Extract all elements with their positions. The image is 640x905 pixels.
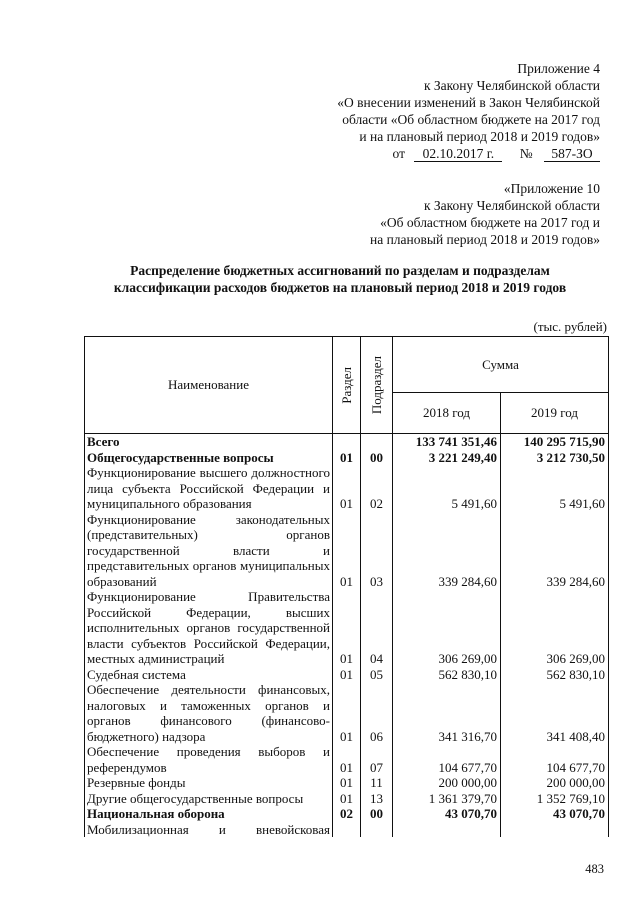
row-subsection: 02 (361, 465, 393, 512)
row-section: 01 (333, 667, 361, 683)
row-subsection: 05 (361, 667, 393, 683)
row-subsection: 00 (361, 450, 393, 466)
row-name: Обеспечение проведения выборов и референдумов (85, 744, 333, 775)
row-value-2018: 562 830,10 (393, 667, 501, 683)
row-name: Мобилизационная и вневойсковая (85, 822, 333, 838)
units-label: (тыс. рублей) (533, 319, 607, 334)
appendix-line: к Закону Челябинской области (423, 78, 600, 93)
appendix-line: Приложение 4 (517, 61, 600, 76)
table-row (85, 465, 609, 512)
header-section-label: Раздел (338, 366, 354, 404)
row-name: Функционирование высшего должностного лица субъекта Российской Федерации и муниципального образования (85, 465, 333, 512)
table-row (85, 744, 609, 775)
row-value-2018 (393, 822, 501, 838)
row-section: 01 (333, 775, 361, 791)
row-name: Национальная оборона (85, 806, 333, 822)
from-label: от (392, 146, 405, 161)
row-value-2018: 1 361 379,70 (393, 791, 501, 807)
row-value-2018: 200 000,00 (393, 775, 501, 791)
table-row (85, 822, 609, 838)
table-row (85, 775, 609, 791)
row-name: Функционирование законодательных (представительных) органов государственной власти и представительных органов муниципальных образований (85, 512, 333, 590)
law-date: 02.10.2017 г. (414, 147, 502, 162)
header-subsection (361, 337, 393, 434)
row-section: 01 (333, 450, 361, 466)
row-value-2019: 306 269,00 (501, 589, 609, 667)
header-2019: 2019 год (501, 393, 609, 434)
row-value-2018: 341 316,70 (393, 682, 501, 744)
row-name: Резервные фонды (85, 775, 333, 791)
row-subsection: 07 (361, 744, 393, 775)
row-value-2018: 104 677,70 (393, 744, 501, 775)
appendix-line: «О внесении изменений в Закон Челябинской (337, 95, 600, 110)
budget-table (84, 336, 609, 837)
title-line: Распределение бюджетных ассигнований по разделам и подразделам (130, 263, 550, 278)
row-subsection: 06 (361, 682, 393, 744)
row-name: Другие общегосударственные вопросы (85, 791, 333, 807)
header-subsection-label: Подраздел (368, 355, 384, 415)
row-value-2019: 1 352 769,10 (501, 791, 609, 807)
document-title (60, 262, 620, 296)
row-subsection: 04 (361, 589, 393, 667)
header-2018: 2018 год (393, 393, 501, 434)
table-row (85, 791, 609, 807)
row-value-2019: 5 491,60 (501, 465, 609, 512)
row-value-2019: 140 295 715,90 (501, 434, 609, 450)
row-subsection: 11 (361, 775, 393, 791)
row-name: Обеспечение деятельности финансовых, налоговых и таможенных органов и органов финансового (финансово-бюджетного) надзора (85, 682, 333, 744)
row-value-2019: 104 677,70 (501, 744, 609, 775)
row-name: Всего (85, 434, 333, 450)
number-label: № (519, 146, 533, 161)
row-value-2019 (501, 822, 609, 838)
header-sum: Сумма (393, 337, 609, 393)
header-name: Наименование (85, 337, 333, 434)
row-value-2018: 5 491,60 (393, 465, 501, 512)
row-name: Судебная система (85, 667, 333, 683)
title-line: классификации расходов бюджетов на плановый период 2018 и 2019 годов (113, 280, 567, 295)
appendix-line: и на плановый период 2018 и 2019 годов» (359, 129, 600, 144)
row-value-2019: 3 212 730,50 (501, 450, 609, 466)
law-number: 587-ЗО (544, 147, 600, 162)
row-section: 01 (333, 589, 361, 667)
row-value-2019: 562 830,10 (501, 667, 609, 683)
row-subsection (361, 434, 393, 450)
row-section: 01 (333, 791, 361, 807)
row-section: 01 (333, 512, 361, 590)
row-section (333, 822, 361, 838)
table-row (85, 450, 609, 466)
row-value-2018: 3 221 249,40 (393, 450, 501, 466)
row-value-2018: 133 741 351,46 (393, 434, 501, 450)
row-section: 02 (333, 806, 361, 822)
row-section: 01 (333, 465, 361, 512)
row-value-2019: 339 284,60 (501, 512, 609, 590)
row-section (333, 434, 361, 450)
row-value-2019: 200 000,00 (501, 775, 609, 791)
appendix-header (337, 60, 600, 162)
appendix10-line: на плановый период 2018 и 2019 годов» (369, 232, 600, 247)
row-value-2018: 339 284,60 (393, 512, 501, 590)
row-section: 01 (333, 744, 361, 775)
row-section: 01 (333, 682, 361, 744)
row-value-2019: 341 408,40 (501, 682, 609, 744)
row-name: Функционирование Правительства Российской Федерации, высших исполнительных органов государственной власти субъектов Российской Федерации, местных администраций (85, 589, 333, 667)
table-row (85, 434, 609, 450)
table-row (85, 512, 609, 590)
row-value-2019: 43 070,70 (501, 806, 609, 822)
header-section (333, 337, 361, 434)
table-row (85, 806, 609, 822)
appendix-line: области «Об областном бюджете на 2017 год (342, 112, 600, 127)
row-value-2018: 43 070,70 (393, 806, 501, 822)
row-subsection: 03 (361, 512, 393, 590)
appendix10-header (370, 180, 600, 248)
table-row (85, 589, 609, 667)
row-subsection: 13 (361, 791, 393, 807)
appendix-date-line (337, 145, 600, 162)
appendix10-line: «Об областном бюджете на 2017 год и (380, 215, 600, 230)
table-row (85, 682, 609, 744)
table-row (85, 667, 609, 683)
row-subsection: 00 (361, 806, 393, 822)
row-subsection (361, 822, 393, 838)
row-value-2018: 306 269,00 (393, 589, 501, 667)
appendix10-line: «Приложение 10 (503, 181, 600, 196)
appendix10-line: к Закону Челябинской области (423, 198, 600, 213)
page-number: 483 (585, 862, 604, 876)
row-name: Общегосударственные вопросы (85, 450, 333, 466)
